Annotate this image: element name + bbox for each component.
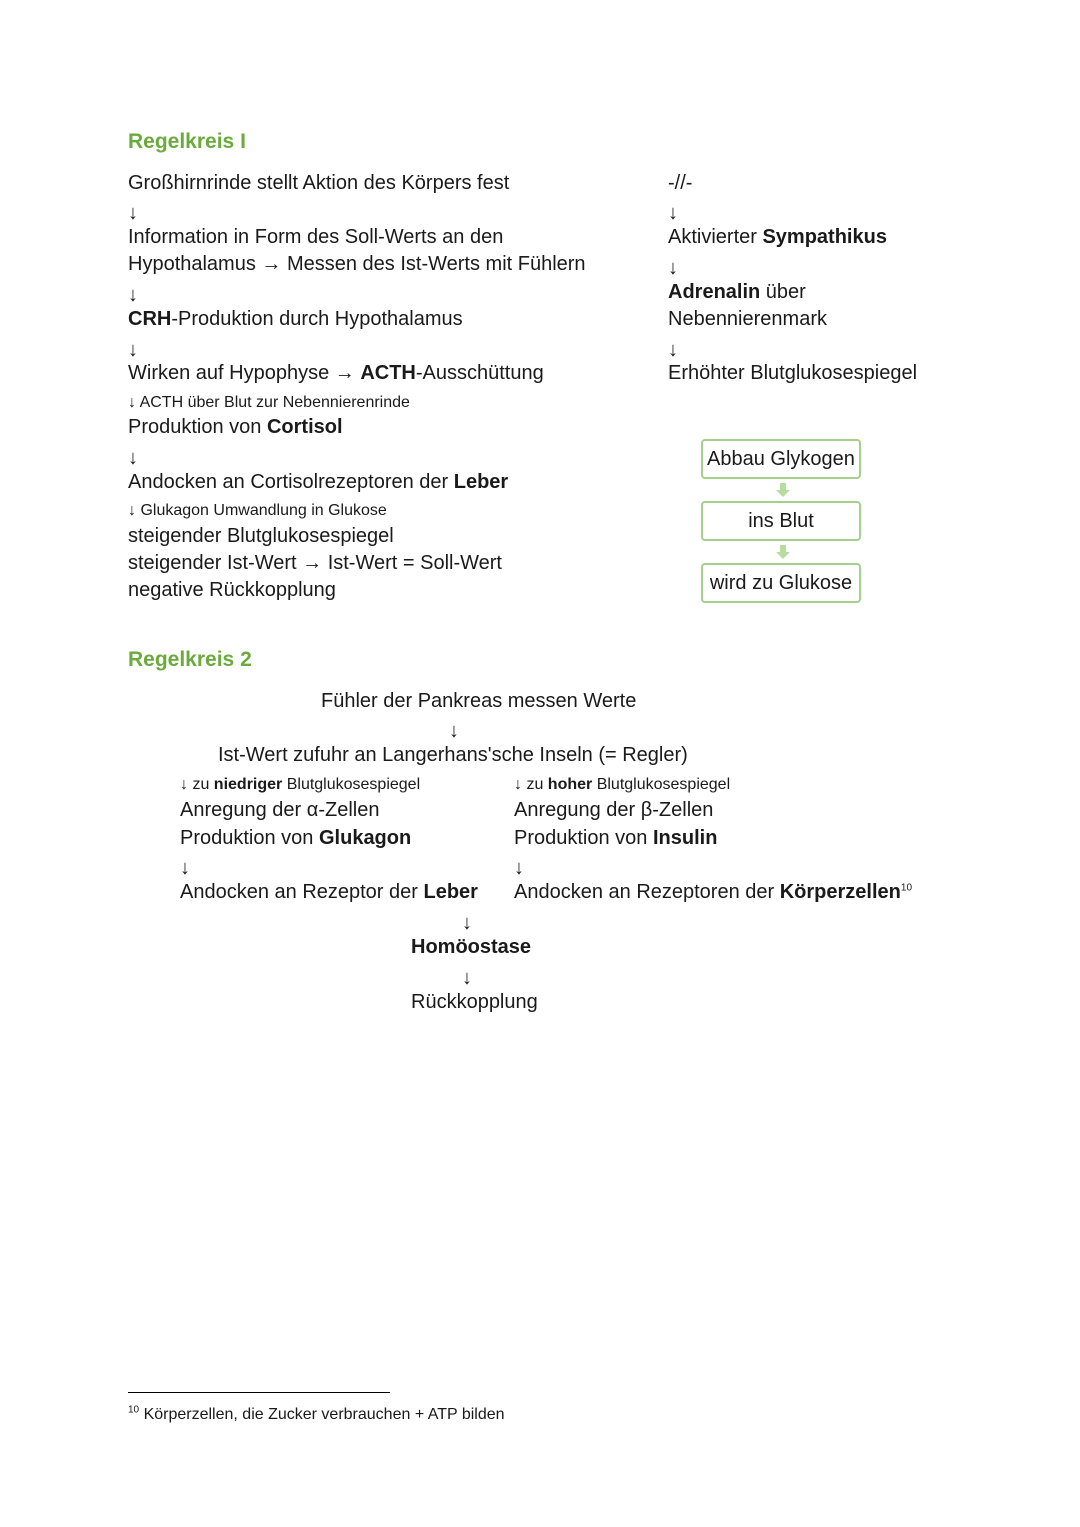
s1-line-8: Andocken an Cortisolrezeptoren der Leber — [128, 471, 509, 493]
s1-arrow-2: ↓ — [128, 284, 138, 306]
s2-center-line-2: Ist-Wert zufuhr an Langerhans'sche Inseln (= Regler) — [218, 744, 688, 766]
s1-line-7: Produktion von Cortisol — [128, 416, 343, 438]
s2-left-arrow: ↓ — [180, 857, 190, 879]
s1-line-3: Hypothalamus → Messen des Ist-Werts mit Fühlern — [128, 253, 586, 275]
flow-box-abbau-glykogen: Abbau Glykogen — [701, 439, 861, 479]
s1-right-line-5: Erhöhter Blutglukosespiegel — [668, 362, 918, 384]
footnote: $^{10}$ Körperzellen, die Zucker verbrauchen + ATP bilden — [128, 1404, 505, 1423]
s2-rueckkopplung: Rückkopplung — [411, 991, 538, 1013]
s2-left-line-1: Anregung der α-Zellen — [180, 799, 380, 821]
s1-line-5: Wirken auf Hypophyse → ACTH-Ausschüttung — [128, 362, 544, 384]
flow-arrow-2-icon — [776, 545, 790, 559]
s1-right-line-4: Nebennierenmark — [668, 308, 827, 330]
s1-line-1: Großhirnrinde stellt Aktion des Körpers fest — [128, 172, 510, 194]
s1-right-line-2: Aktivierter Sympathikus — [668, 226, 887, 248]
footnote-separator — [128, 1392, 390, 1393]
flow-box-wird-zu-glukose: wird zu Glukose — [701, 563, 861, 603]
s2-center-arrow-1: ↓ — [449, 720, 459, 742]
s2-right-line-3: Andocken an Rezeptoren der Körperzellen$^{10}$ — [514, 881, 913, 903]
s1-right-line-3: Adrenalin über — [668, 281, 806, 303]
s1-arrow-3: ↓ — [128, 339, 138, 361]
section2-heading: Regelkreis 2 — [128, 648, 252, 671]
s1-arrow-4: ↓ — [128, 447, 138, 469]
s1-right-arrow-2: ↓ — [668, 257, 678, 279]
s2-left-line-2: Produktion von Glukagon — [180, 827, 412, 849]
s2-center-line-1: Fühler der Pankreas messen Werte — [321, 690, 637, 712]
section1-heading: Regelkreis I — [128, 130, 246, 153]
s1-line-4: CRH-Produktion durch Hypothalamus — [128, 308, 463, 330]
s2-right-arrow: ↓ — [514, 857, 524, 879]
s1-small-note-2: ↓ Glukagon Umwandlung in Glukose — [128, 502, 387, 519]
s2-left-small-note: ↓ zu niedriger Blutglukosespiegel — [180, 776, 421, 793]
s1-right-arrow-1: ↓ — [668, 202, 678, 224]
s1-right-line-1: -//- — [668, 172, 693, 194]
s2-center-arrow-3: ↓ — [462, 967, 472, 989]
s1-arrow-1: ↓ — [128, 202, 138, 224]
s1-line-2: Information in Form des Soll-Werts an den — [128, 226, 504, 248]
s1-small-note-1: ↓ ACTH über Blut zur Nebennierenrinde — [128, 394, 410, 411]
flow-box-ins-blut: ins Blut — [701, 501, 861, 541]
s1-line-11: steigender Ist-Wert → Ist-Wert = Soll-Wert — [128, 552, 502, 574]
s1-line-10: steigender Blutglukosespiegel — [128, 525, 394, 547]
s2-right-line-1: Anregung der β-Zellen — [514, 799, 714, 821]
flow-arrow-1-icon — [776, 483, 790, 497]
s2-right-small-note: ↓ zu hoher Blutglukosespiegel — [514, 776, 731, 793]
footnote-ref: 10 — [900, 882, 913, 894]
s2-homoeostase: Homöostase — [411, 936, 532, 958]
s1-line-12: negative Rückkopplung — [128, 579, 336, 601]
s2-right-line-2: Produktion von Insulin — [514, 827, 718, 849]
s2-left-line-3: Andocken an Rezeptor der Leber — [180, 881, 478, 903]
s2-center-arrow-2: ↓ — [462, 912, 472, 934]
s1-right-arrow-3: ↓ — [668, 339, 678, 361]
